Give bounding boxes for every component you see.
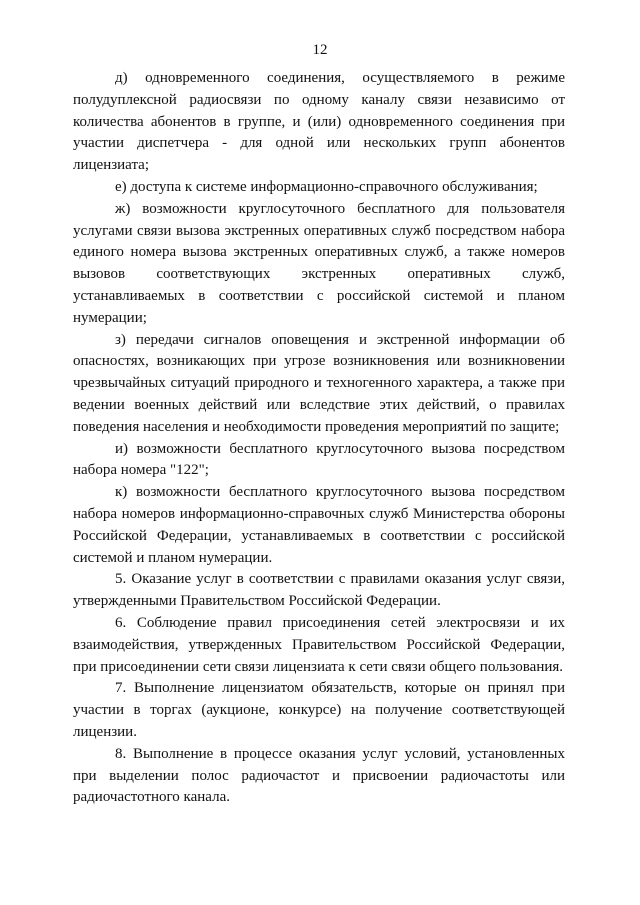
- paragraph-item-8: 8. Выполнение в процессе оказания услуг условий, установленных при выделении полос радиочастот и присвоении радиочастоты или радиочастотного канала.: [73, 745, 565, 806]
- paragraph-d: д) одновременного соединения, осуществляемого в режиме полудуплексной радиосвязи по одному каналу связи независимо от количества абонентов в группе, и (или) одновременного соединения при участии диспетчера - для одной или нескольких групп абонентов лицензиата;: [73, 70, 565, 174]
- paragraph-i: и) возможности бесплатного круглосуточного вызова посредством набора номера "122";: [73, 440, 565, 479]
- paragraph-k: к) возможности бесплатного круглосуточного вызова посредством набора номеров информационно-справочных служб Министерства обороны Российской Федерации, устанавливаемых в соответствии с российской системой и планом нумерации.: [73, 484, 565, 566]
- paragraph-e: е) доступа к системе информационно-справочного обслуживания;: [115, 178, 538, 195]
- paragraph-zh: ж) возможности круглосуточного бесплатного для пользователя услугами связи вызова экстренных оперативных служб посредством набора единого номера вызова экстренных оперативных служб, а также номеров вызовов соответствующих экстренных оперативных служб, устанавливаемых в соответствии с российской системой и планом нумерации;: [73, 200, 565, 326]
- paragraph-item-5: 5. Оказание услуг в соответствии с правилами оказания услуг связи, утвержденными Правительством Российской Федерации.: [73, 571, 565, 610]
- paragraph-item-6: 6. Соблюдение правил присоединения сетей электросвязи и их взаимодействия, утвержденных Правительством Российской Федерации, при присоединении сети связи лицензиата к сети связи общего пользования.: [73, 614, 565, 675]
- document-body: [73, 68, 565, 809]
- paragraph-item-7: 7. Выполнение лицензиатом обязательств, которые он принял при участии в торгах (аукционе, конкурсе) на получение соответствующей лицензии.: [73, 680, 565, 740]
- paragraph-z: з) передачи сигналов оповещения и экстренной информации об опасностях, возникающих при угрозе возникновения или возникновении чрезвычайных ситуаций природного и техногенного характера, а также при ведении военных действий или вследствие этих действий, о правилах поведения населения и необходимости проведения мероприятий по защите;: [73, 331, 565, 435]
- page-number: 12: [312, 42, 328, 58]
